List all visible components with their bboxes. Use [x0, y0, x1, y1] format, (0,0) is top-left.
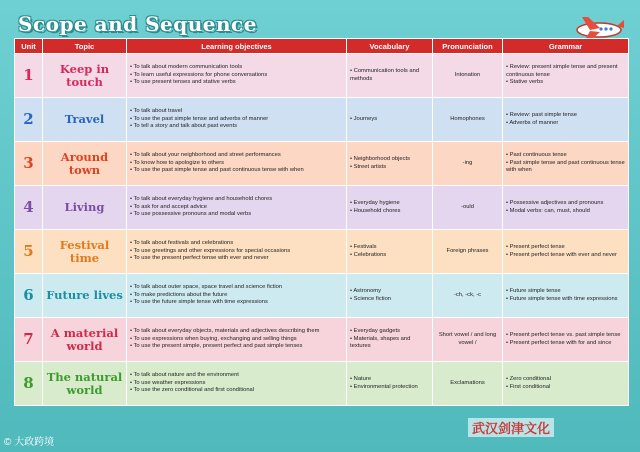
- grammar-item: • Review: present simple tense and present continuous tense: [506, 64, 618, 78]
- vocabulary-item: • Science fiction: [350, 295, 392, 302]
- learning-objectives: [127, 362, 347, 406]
- vocabulary-item: • Everyday hygiene: [350, 199, 400, 206]
- objective-item: • To use the present simple, present perfect and past simple tenses: [130, 343, 303, 350]
- grammar: [503, 274, 629, 318]
- grammar-item: • Future simple tense: [506, 287, 561, 294]
- pronunciation: Short vowel / and long vowel /: [433, 318, 503, 362]
- header-objectives: Learning objectives: [127, 39, 347, 54]
- unit-topic: The natural world: [43, 362, 127, 406]
- vocabulary-item: • Materials, shapes and textures: [350, 335, 411, 350]
- table-row: [15, 362, 629, 406]
- objective-item: • To use the zero conditional and first conditional: [130, 387, 255, 394]
- grammar-item: • Future simple tense with time expressions: [506, 295, 618, 302]
- grammar-item: • Past simple tense and past continuous tense with when: [506, 159, 625, 174]
- grammar-item: • Review: past simple tense: [506, 111, 577, 118]
- vocabulary: [347, 230, 433, 274]
- learning-objectives: [127, 230, 347, 274]
- vocabulary-item: • Journeys: [350, 115, 378, 122]
- unit-number: 8: [15, 362, 43, 406]
- header-vocabulary: Vocabulary: [347, 39, 433, 54]
- vocabulary-item: • Celebrations: [350, 251, 387, 258]
- unit-topic: Living: [43, 186, 127, 230]
- objective-item: • To use the future simple tense with time expressions: [130, 299, 268, 306]
- page-title: Scope and Sequence: [18, 12, 257, 36]
- objective-item: • To talk about modern communication tools: [130, 64, 243, 71]
- objective-item: • To talk about everyday objects, materials and adjectives describing them: [130, 328, 320, 335]
- objective-item: • To talk about everyday hygiene and household chores: [130, 196, 273, 203]
- unit-number: 4: [15, 186, 43, 230]
- unit-topic: Around town: [43, 142, 127, 186]
- pronunciation: Exclamations: [433, 362, 503, 406]
- unit-number: 1: [15, 54, 43, 98]
- table-row: [15, 274, 629, 318]
- unit-number: 7: [15, 318, 43, 362]
- objective-item: • To talk about your neighborhood and street performances: [130, 152, 281, 159]
- unit-number: 2: [15, 98, 43, 142]
- objective-item: • To use expressions when buying, exchanging and selling things: [130, 335, 297, 342]
- pronunciation: -ch, -ck, -c: [433, 274, 503, 318]
- unit-topic: A material world: [43, 318, 127, 362]
- objective-item: • To make predictions about the future: [130, 291, 228, 298]
- objective-item: • To use the past simple tense and adverbs of manner: [130, 115, 269, 122]
- vocabulary: [347, 98, 433, 142]
- vocabulary-item: • Astronomy: [350, 287, 382, 294]
- objective-item: • To learn useful expressions for phone conversations: [130, 71, 268, 78]
- grammar: [503, 98, 629, 142]
- learning-objectives: [127, 54, 347, 98]
- pronunciation: Foreign phrases: [433, 230, 503, 274]
- scope-table: [14, 38, 629, 406]
- unit-topic: Future lives: [43, 274, 127, 318]
- learning-objectives: [127, 142, 347, 186]
- unit-topic: Travel: [43, 98, 127, 142]
- grammar: [503, 230, 629, 274]
- table-body: [15, 54, 629, 406]
- objective-item: • To use greetings and other expressions for special occasions: [130, 247, 291, 254]
- grammar: [503, 318, 629, 362]
- watermark-left: © 大政跨境: [4, 437, 55, 448]
- vocabulary-item: • Communication tools and methods: [350, 67, 420, 82]
- vocabulary: [347, 362, 433, 406]
- grammar-item: • Present perfect tense with for and since: [506, 339, 612, 346]
- unit-topic: Festival time: [43, 230, 127, 274]
- objective-item: • To use weather expressions: [130, 379, 206, 386]
- learning-objectives: [127, 274, 347, 318]
- vocabulary-item: • Neighborhood objects: [350, 155, 411, 162]
- grammar-item: • Present perfect tense with ever and never: [506, 251, 617, 258]
- vocabulary-item: • Household chores: [350, 207, 401, 214]
- vocabulary: [347, 274, 433, 318]
- grammar-item: • Adverbs of manner: [506, 119, 559, 126]
- unit-number: 3: [15, 142, 43, 186]
- grammar: [503, 186, 629, 230]
- grammar-item: • Modal verbs: can, must, should: [506, 207, 590, 214]
- grammar-item: • Present perfect tense vs. past simple tense: [506, 331, 621, 338]
- unit-number: 6: [15, 274, 43, 318]
- vocabulary-item: • Festivals: [350, 243, 377, 250]
- header-unit: Unit: [15, 39, 43, 54]
- learning-objectives: [127, 186, 347, 230]
- grammar-item: • Present perfect tense: [506, 243, 565, 250]
- objective-item: • To use present tenses and stative verbs: [130, 79, 236, 86]
- learning-objectives: [127, 98, 347, 142]
- watermark-right: 武汉剑津文化: [468, 418, 554, 437]
- objective-item: • To tell a story and talk about past events: [130, 123, 237, 130]
- unit-topic: Keep in touch: [43, 54, 127, 98]
- vocabulary: [347, 186, 433, 230]
- grammar-item: • Past continuous tense: [506, 152, 567, 159]
- table-row: [15, 318, 629, 362]
- grammar-item: • Possessive adjectives and pronouns: [506, 199, 604, 206]
- grammar: [503, 54, 629, 98]
- table-row: [15, 98, 629, 142]
- grammar-item: • First conditional: [506, 383, 551, 390]
- vocabulary-item: • Street artists: [350, 163, 387, 170]
- grammar-item: • Zero conditional: [506, 375, 551, 382]
- table-row: [15, 54, 629, 98]
- grammar: [503, 362, 629, 406]
- pronunciation: Homophones: [433, 98, 503, 142]
- objective-item: • To talk about nature and the environment: [130, 372, 239, 379]
- vocabulary-item: • Nature: [350, 375, 372, 382]
- objective-item: • To use possessive pronouns and modal verbs: [130, 211, 252, 218]
- pronunciation: Intonation: [433, 54, 503, 98]
- vocabulary-item: • Environmental protection: [350, 383, 418, 390]
- objective-item: • To use the past simple tense and past continuous tense with when: [130, 167, 304, 174]
- vocabulary: [347, 142, 433, 186]
- header-grammar: Grammar: [503, 39, 629, 54]
- objective-item: • To talk about outer space, space travel and science fiction: [130, 284, 283, 291]
- table-row: [15, 230, 629, 274]
- grammar-item: • Stative verbs: [506, 79, 544, 86]
- objective-item: • To ask for and accept advice: [130, 203, 208, 210]
- objective-item: • To use the present perfect tense with ever and never: [130, 255, 269, 262]
- pronunciation: -ing: [433, 142, 503, 186]
- vocabulary-item: • Everyday gadgets: [350, 328, 401, 335]
- learning-objectives: [127, 318, 347, 362]
- header-pronunciation: Pronunciation: [433, 39, 503, 54]
- grammar: [503, 142, 629, 186]
- objective-item: • To talk about travel: [130, 108, 183, 115]
- table-row: [15, 142, 629, 186]
- table-row: [15, 186, 629, 230]
- vocabulary: [347, 318, 433, 362]
- header-row: [15, 39, 629, 54]
- pronunciation: -ould: [433, 186, 503, 230]
- objective-item: • To know how to apologize to others: [130, 159, 225, 166]
- header-topic: Topic: [43, 39, 127, 54]
- vocabulary: [347, 54, 433, 98]
- unit-number: 5: [15, 230, 43, 274]
- objective-item: • To talk about festivals and celebrations: [130, 240, 234, 247]
